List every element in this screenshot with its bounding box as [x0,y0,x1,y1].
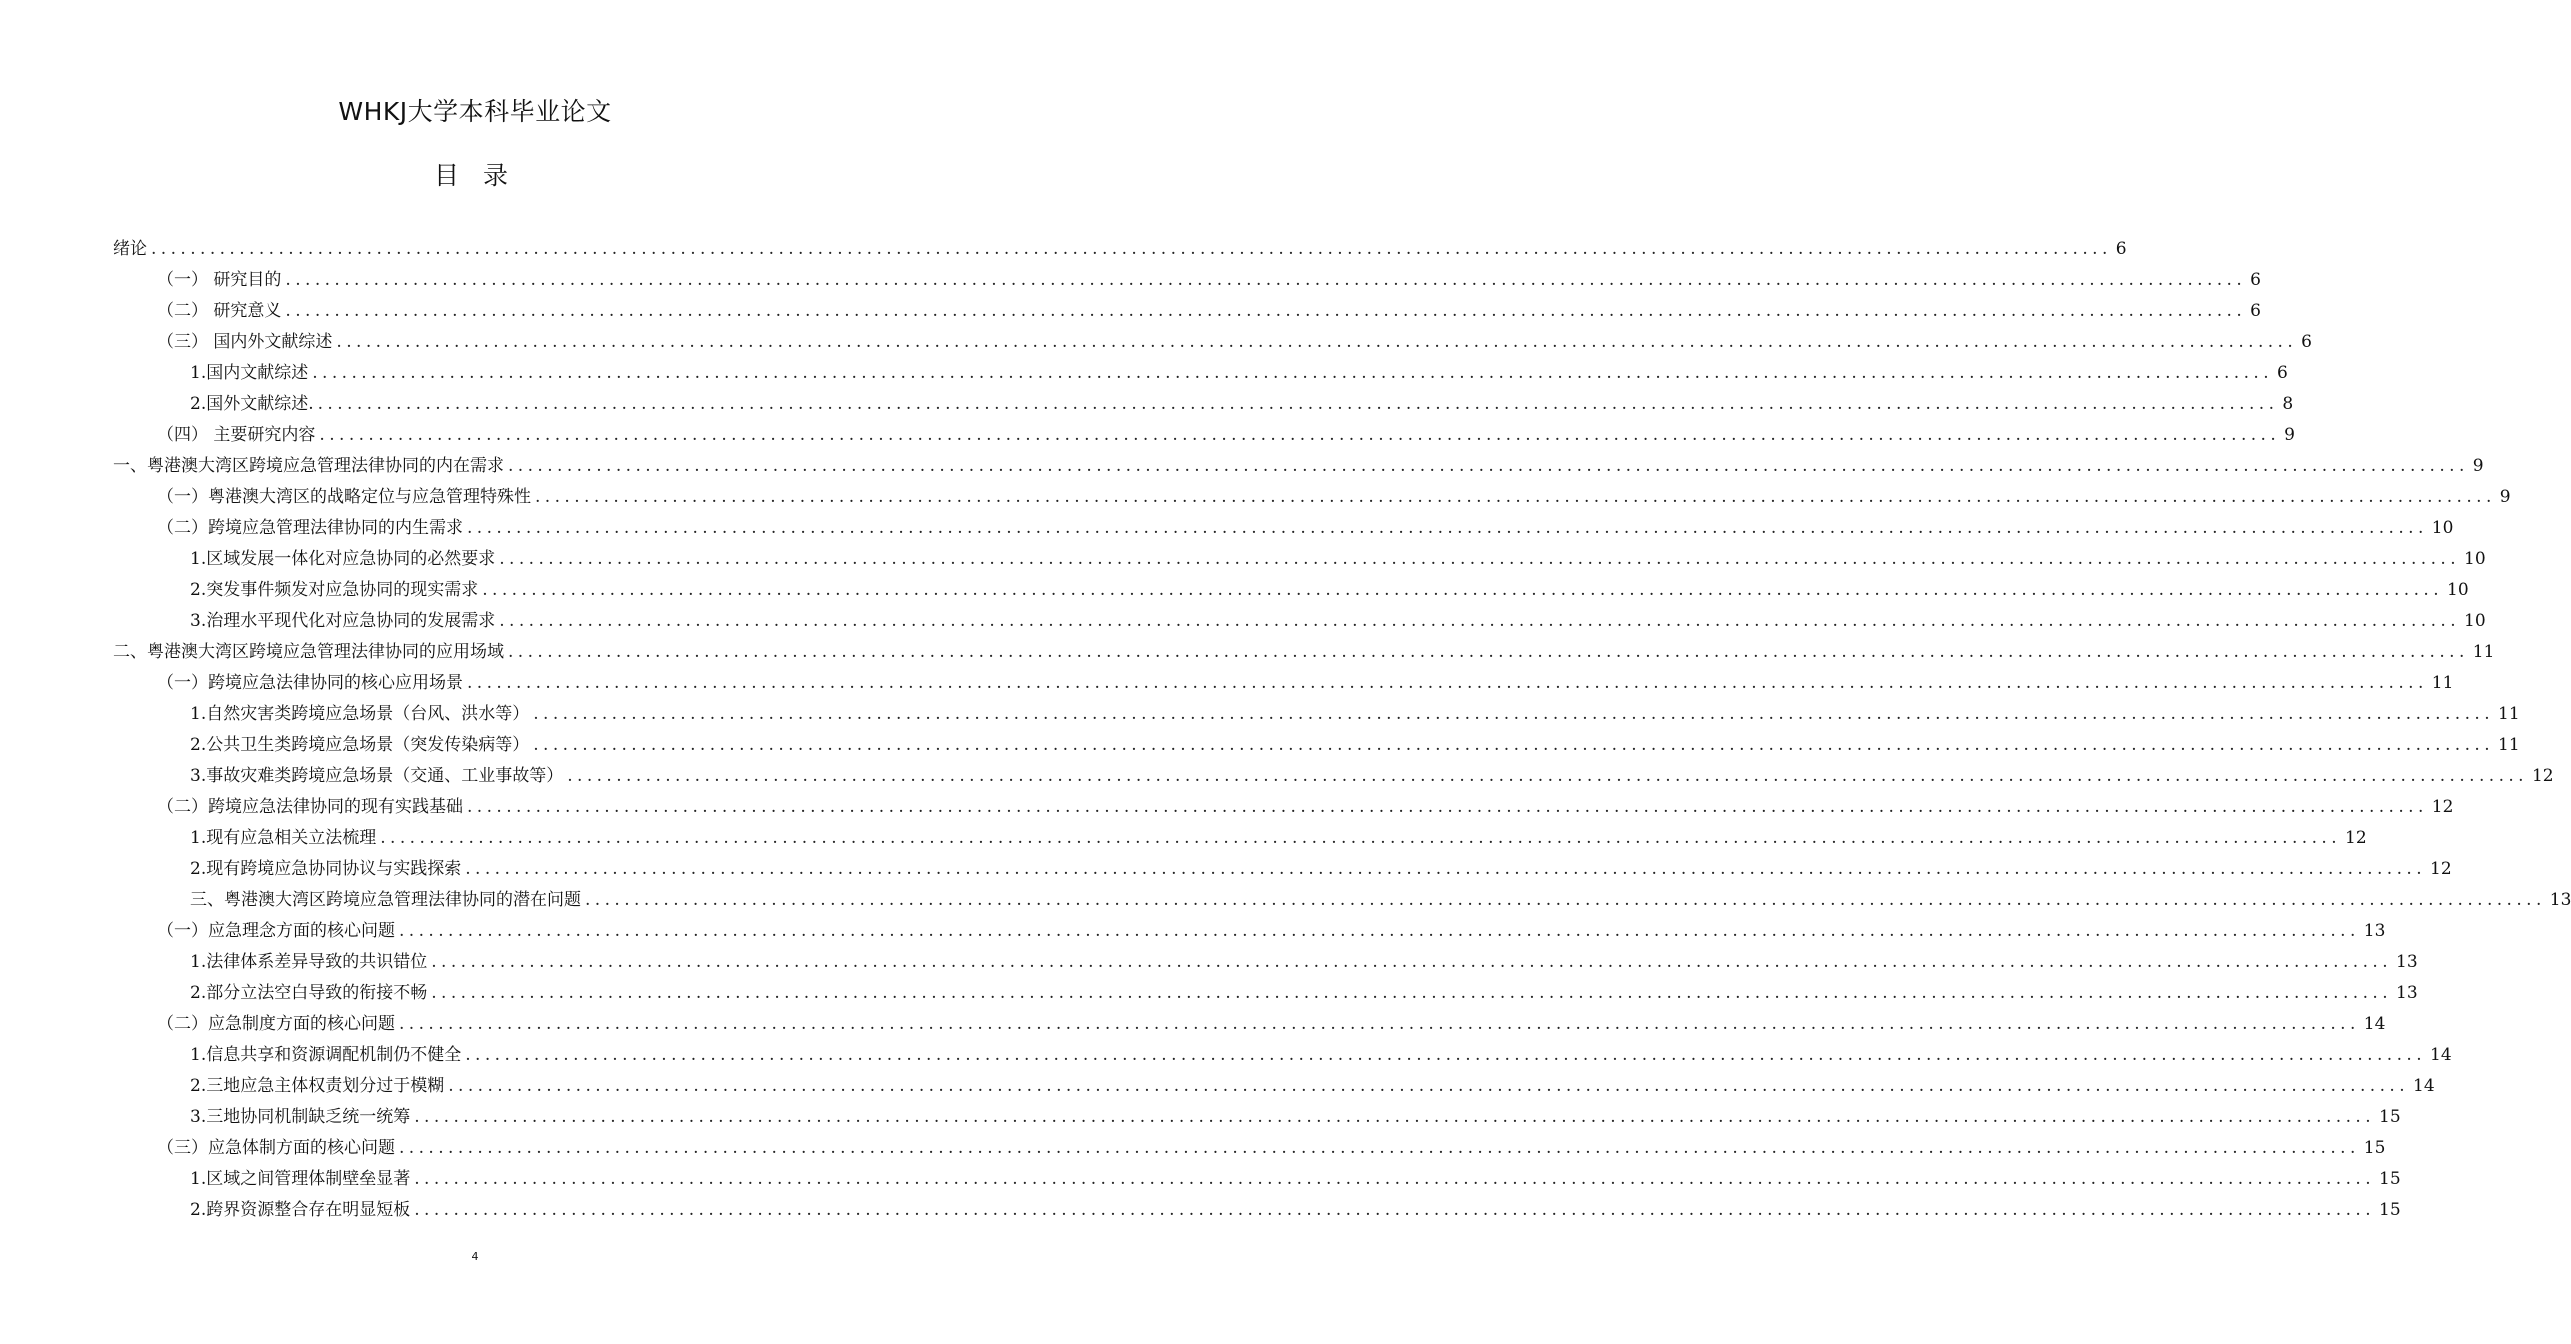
toc-entry-page: 9 [2499,487,2511,507]
toc-entry-label: 1.法律体系差异导致的共识错位 [190,952,428,972]
toc-leader-dots: ........................................................................................................................................................................................................ [467,673,2428,693]
toc-entry[interactable] [190,356,2288,386]
toc-entry-label: 1.自然灾害类跨境应急场景（台风、洪水等） [190,704,530,724]
toc-entry[interactable] [190,759,2554,789]
toc-entry-label: （二）应急制度方面的核心问题 [157,1014,395,1034]
toc-entry-page: 9 [2284,425,2295,445]
toc-entry-page: 15 [2363,1138,2386,1158]
toc-leader-dots: ........................................................................................................................................................................................................ [499,611,2460,631]
toc-leader-dots: ........................................................................................................................................................................................................ [533,704,2494,724]
toc-leader-dots: ........................................................................................................................................................................................................ [585,890,2546,910]
toc-entry-label: （二） 研究意义 [157,301,282,321]
toc-leader-dots: ........................................................................................................................................................................................................ [319,425,2281,445]
toc-entry-label: 2.三地应急主体权责划分过于模糊 [190,1076,445,1096]
toc-leader-dots: ........................................................................................................................................................................................................ [414,1169,2375,1189]
toc-entry-label: 3.三地协同机制缺乏统一统筹 [190,1107,411,1127]
toc-leader-dots: ........................................................................................................................................................................................................ [431,983,2392,1003]
toc-entry-label: （一） 研究目的 [157,270,282,290]
toc-entry[interactable] [157,418,2295,448]
toc-entry[interactable] [157,914,2386,944]
toc-entry-page: 14 [2413,1076,2435,1096]
toc-entry-label: （一）粤港澳大湾区的战略定位与应急管理特殊性 [157,487,531,507]
toc-entry-label: 2.跨界资源整合存在明显短板 [190,1200,411,1220]
toc-entry-page: 14 [2363,1014,2386,1034]
toc-entry-page: 6 [2301,332,2312,352]
toc-leader-dots: ........................................................................................................................................................................................................ [467,518,2428,538]
toc-entry[interactable] [157,511,2454,541]
toc-entry-page: 6 [2250,301,2261,321]
toc-entry[interactable] [190,1038,2452,1068]
toc-entry-page: 6 [2250,270,2261,290]
toc-leader-dots: ........................................................................................................................................................................................................ [535,487,2496,507]
toc-entry-page: 13 [2396,952,2418,972]
toc-entry[interactable] [190,821,2367,851]
toc-leader-dots: ........................................................................................................................................................................................................ [380,828,2341,848]
toc-entry-page: 14 [2430,1045,2452,1065]
toc-entry-label: （一）应急理念方面的核心问题 [157,921,395,941]
toc-leader-dots: ........................................................................................................................................................................................................ [285,301,2247,321]
toc-entry-page: 11 [2472,642,2495,662]
toc-leader-dots: ........................................................................................................................................................................................................ [317,394,2279,414]
toc-entry-page: 12 [2430,859,2452,879]
toc-entry[interactable] [157,1007,2386,1037]
toc-entry-label: （二）跨境应急法律协同的现有实践基础 [157,797,463,817]
toc-leader-dots: ........................................................................................................................................................................................................ [285,270,2247,290]
toc-entry-label: 绪论 [113,239,147,259]
toc-entry[interactable] [190,852,2452,882]
toc-entry[interactable] [190,1193,2401,1223]
toc-entry-label: 1.国内文献综述 [190,363,309,383]
toc-entry[interactable] [190,1100,2401,1130]
toc-leader-dots: ........................................................................................................................................................................................................ [431,952,2392,972]
toc-entry-page: 11 [2431,673,2454,693]
toc-entry-label: （二）跨境应急管理法律协同的内生需求 [157,518,463,538]
toc-entry[interactable] [190,1162,2401,1192]
toc-leader-dots: ........................................................................................................................................................................................................ [414,1200,2375,1220]
toc-entry-label: 1.区域发展一体化对应急协同的必然要求 [190,549,496,569]
toc-entry[interactable] [113,635,2495,665]
toc-entry-label: 2.国外文献综述. [190,394,314,414]
toc-entry-page: 8 [2282,394,2294,414]
toc-entry-page: 10 [2431,518,2454,538]
toc-entry[interactable] [113,449,2484,479]
toc-entry[interactable] [190,1069,2435,1099]
toc-leader-dots: ........................................................................................................................................................................................................ [312,363,2273,383]
toc-leader-dots: ........................................................................................................................................................................................................ [482,580,2443,600]
toc-entry[interactable] [157,480,2511,510]
toc-leader-dots: ........................................................................................................................................................................................................ [399,1014,2360,1034]
toc-entry-page: 15 [2379,1107,2401,1127]
toc-leader-dots: ........................................................................................................................................................................................................ [467,797,2428,817]
toc-entry-label: 2.公共卫生类跨境应急场景（突发传染病等） [190,735,530,755]
toc-entry-page: 15 [2379,1169,2401,1189]
toc-entry-label: 2.部分立法空白导致的衔接不畅 [190,983,428,1003]
toc-entry-label: 1.现有应急相关立法梳理 [190,828,377,848]
toc-entry[interactable] [190,387,2294,417]
toc-entry-label: （一）跨境应急法律协同的核心应用场景 [157,673,463,693]
toc-entry[interactable] [190,604,2486,634]
toc-entry[interactable] [157,666,2454,696]
toc-entry-label: 三、粤港澳大湾区跨境应急管理法律协同的潜在问题 [190,890,581,910]
toc-entry-label: 一、粤港澳大湾区跨境应急管理法律协同的内在需求 [113,456,504,476]
toc-entry-page: 10 [2447,580,2469,600]
toc-entry-page: 6 [2115,239,2127,259]
toc-entry-page: 12 [2431,797,2454,817]
toc-entry[interactable] [190,883,2571,913]
toc-leader-dots: ........................................................................................................................................................................................................ [508,642,2469,662]
toc-entry[interactable] [190,976,2418,1006]
toc-entry-label: 2.现有跨境应急协同协议与实践探索 [190,859,462,879]
toc-leader-dots: ........................................................................................................................................................................................................ [499,549,2460,569]
toc-entry-page: 15 [2379,1200,2401,1220]
toc-entry[interactable] [157,325,2312,355]
toc-entry[interactable] [157,1131,2386,1161]
toc-leader-dots: ........................................................................................................................................................................................................ [336,332,2298,352]
toc-leader-dots: ........................................................................................................................................................................................................ [151,239,2112,259]
toc-leader-dots: ........................................................................................................................................................................................................ [533,735,2494,755]
toc-entry-label: 1.信息共享和资源调配机制仍不健全 [190,1045,462,1065]
toc-entry-label: （三） 国内外文献综述 [157,332,333,352]
toc-entry[interactable] [157,263,2261,293]
toc-entry-page: 13 [2363,921,2386,941]
toc-entry-label: 3.治理水平现代化对应急协同的发展需求 [190,611,496,631]
toc-entry[interactable] [190,573,2469,603]
toc-leader-dots: ........................................................................................................................................................................................................ [414,1107,2375,1127]
toc-entry-page: 13 [2549,890,2571,910]
toc-entry[interactable] [157,790,2454,820]
toc-leader-dots: ........................................................................................................................................................................................................ [567,766,2528,786]
toc-entry[interactable] [190,542,2486,572]
toc-entry-label: 1.区域之间管理体制壁垒显著 [190,1169,411,1189]
toc-entry[interactable] [190,945,2418,975]
toc-entry[interactable] [113,232,2127,262]
toc-entry-label: 二、粤港澳大湾区跨境应急管理法律协同的应用场域 [113,642,504,662]
toc-entry-label: 3.事故灾难类跨境应急场景（交通、工业事故等） [190,766,564,786]
toc-title: 目 录 [434,161,516,190]
toc-entry-page: 11 [2498,735,2520,755]
toc-leader-dots: ........................................................................................................................................................................................................ [399,921,2360,941]
toc-leader-dots: ........................................................................................................................................................................................................ [448,1076,2409,1096]
toc-entry-page: 6 [2277,363,2288,383]
toc-entry-label: （四） 主要研究内容 [157,425,316,445]
header-title: WHKJ大学本科毕业论文 [338,97,612,126]
toc-entry-page: 10 [2464,611,2486,631]
toc-entry-page: 13 [2396,983,2418,1003]
toc-leader-dots: ........................................................................................................................................................................................................ [465,859,2426,879]
toc-entry[interactable] [190,697,2520,727]
toc-entry-page: 12 [2531,766,2554,786]
toc-entry-label: （三）应急体制方面的核心问题 [157,1138,395,1158]
toc-entry[interactable] [157,294,2261,324]
toc-entry[interactable] [190,728,2520,758]
toc-leader-dots: ........................................................................................................................................................................................................ [508,456,2469,476]
page-number: 4 [471,1250,479,1263]
toc-entry-page: 11 [2498,704,2520,724]
toc-leader-dots: ........................................................................................................................................................................................................ [399,1138,2360,1158]
toc-entry-page: 10 [2464,549,2486,569]
toc-entry-page: 12 [2345,828,2367,848]
toc-entry-page: 9 [2472,456,2484,476]
toc-entry-label: 2.突发事件频发对应急协同的现实需求 [190,580,479,600]
toc-leader-dots: ........................................................................................................................................................................................................ [465,1045,2426,1065]
